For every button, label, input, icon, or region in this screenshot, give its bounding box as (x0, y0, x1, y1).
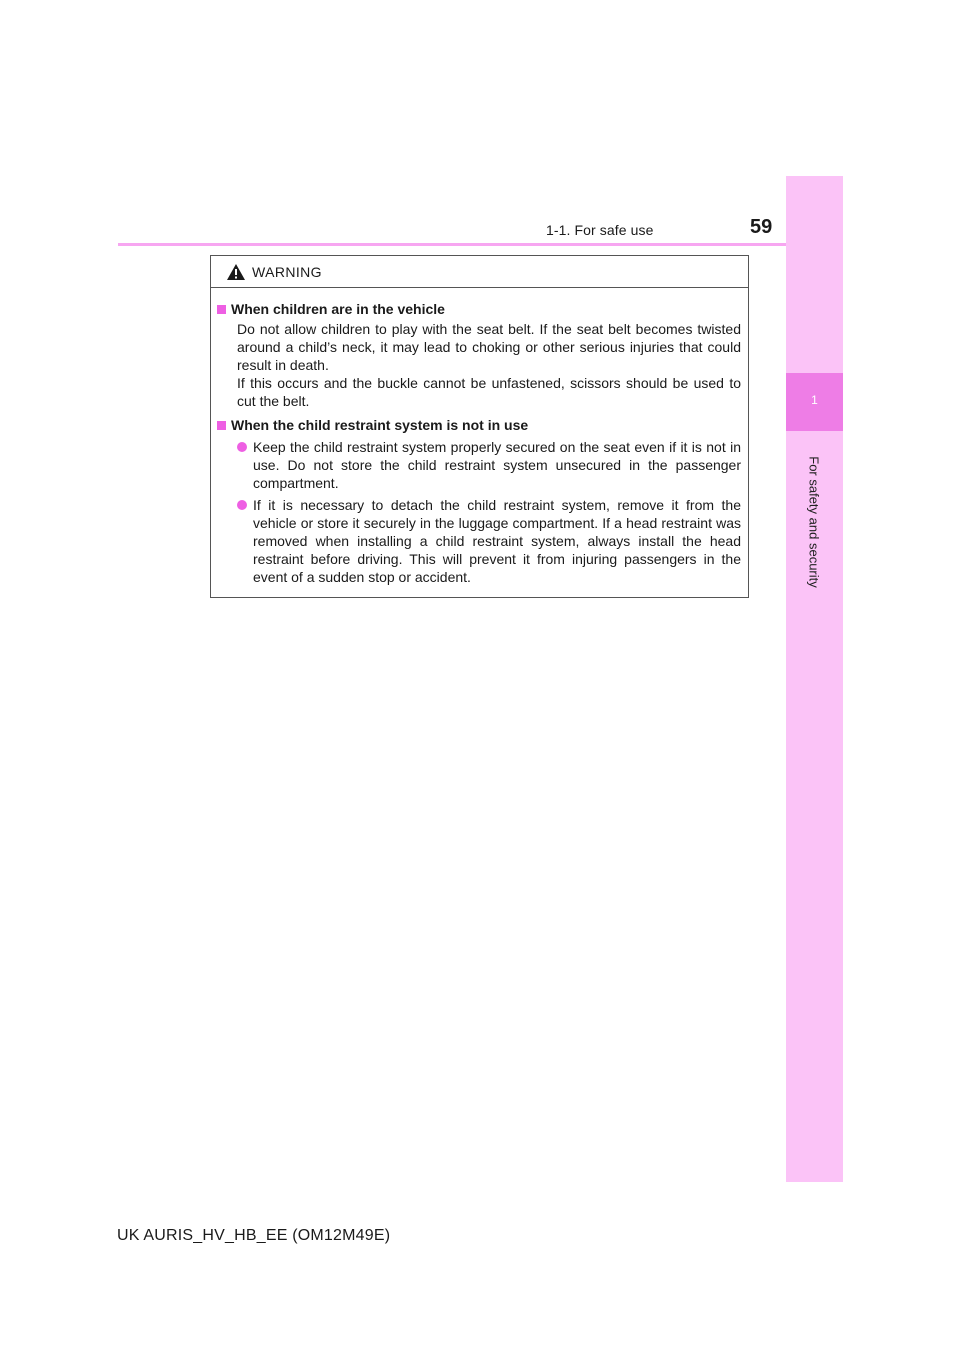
chapter-title: For safety and security (806, 456, 822, 588)
side-tab (786, 176, 843, 1182)
section-paragraphs (237, 320, 741, 410)
round-bullet-icon (237, 442, 247, 452)
header-rule (118, 243, 843, 246)
section-heading-text: When the child restraint system is not in use (231, 417, 529, 433)
warning-box (210, 255, 749, 598)
warning-title: WARNING (252, 263, 322, 280)
round-bullet-icon (237, 500, 247, 510)
paragraph: If this occurs and the buckle cannot be unfastened, scissors should be used to cut the belt. (237, 375, 741, 409)
list-item-text: If it is necessary to detach the child restraint system, remove it from the vehicle or store it securely in the luggage compartment. If a head restraint was removed when installing a child restraint system, always install the head restraint before driving. This will prevent it from injuring passengers in the event of a sudden stop or accident. (253, 497, 741, 585)
chapter-number: 1 (811, 393, 818, 407)
list-item (237, 496, 741, 586)
paragraph: Do not allow children to play with the seat belt. If the seat belt becomes twisted around a child’s neck, it may lead to choking or other serious injuries that could result in death. (237, 321, 741, 373)
warning-body (211, 288, 748, 586)
warning-triangle-icon (226, 263, 246, 281)
section-heading (217, 300, 741, 318)
square-bullet-icon (217, 305, 226, 314)
section-heading (217, 416, 741, 434)
list-item (237, 438, 741, 492)
warning-header (211, 256, 748, 288)
header-section-title: 1-1. For safe use (546, 222, 654, 238)
square-bullet-icon (217, 421, 226, 430)
list-item-text: Keep the child restraint system properly secured on the seat even if it is not in use. Do not store the child restraint system unsecured in the passenger compartment. (253, 439, 741, 491)
footer-model-code: UK AURIS_HV_HB_EE (OM12M49E) (117, 1227, 391, 1244)
section-heading-text: When children are in the vehicle (231, 301, 445, 317)
page-number: 59 (750, 216, 773, 238)
